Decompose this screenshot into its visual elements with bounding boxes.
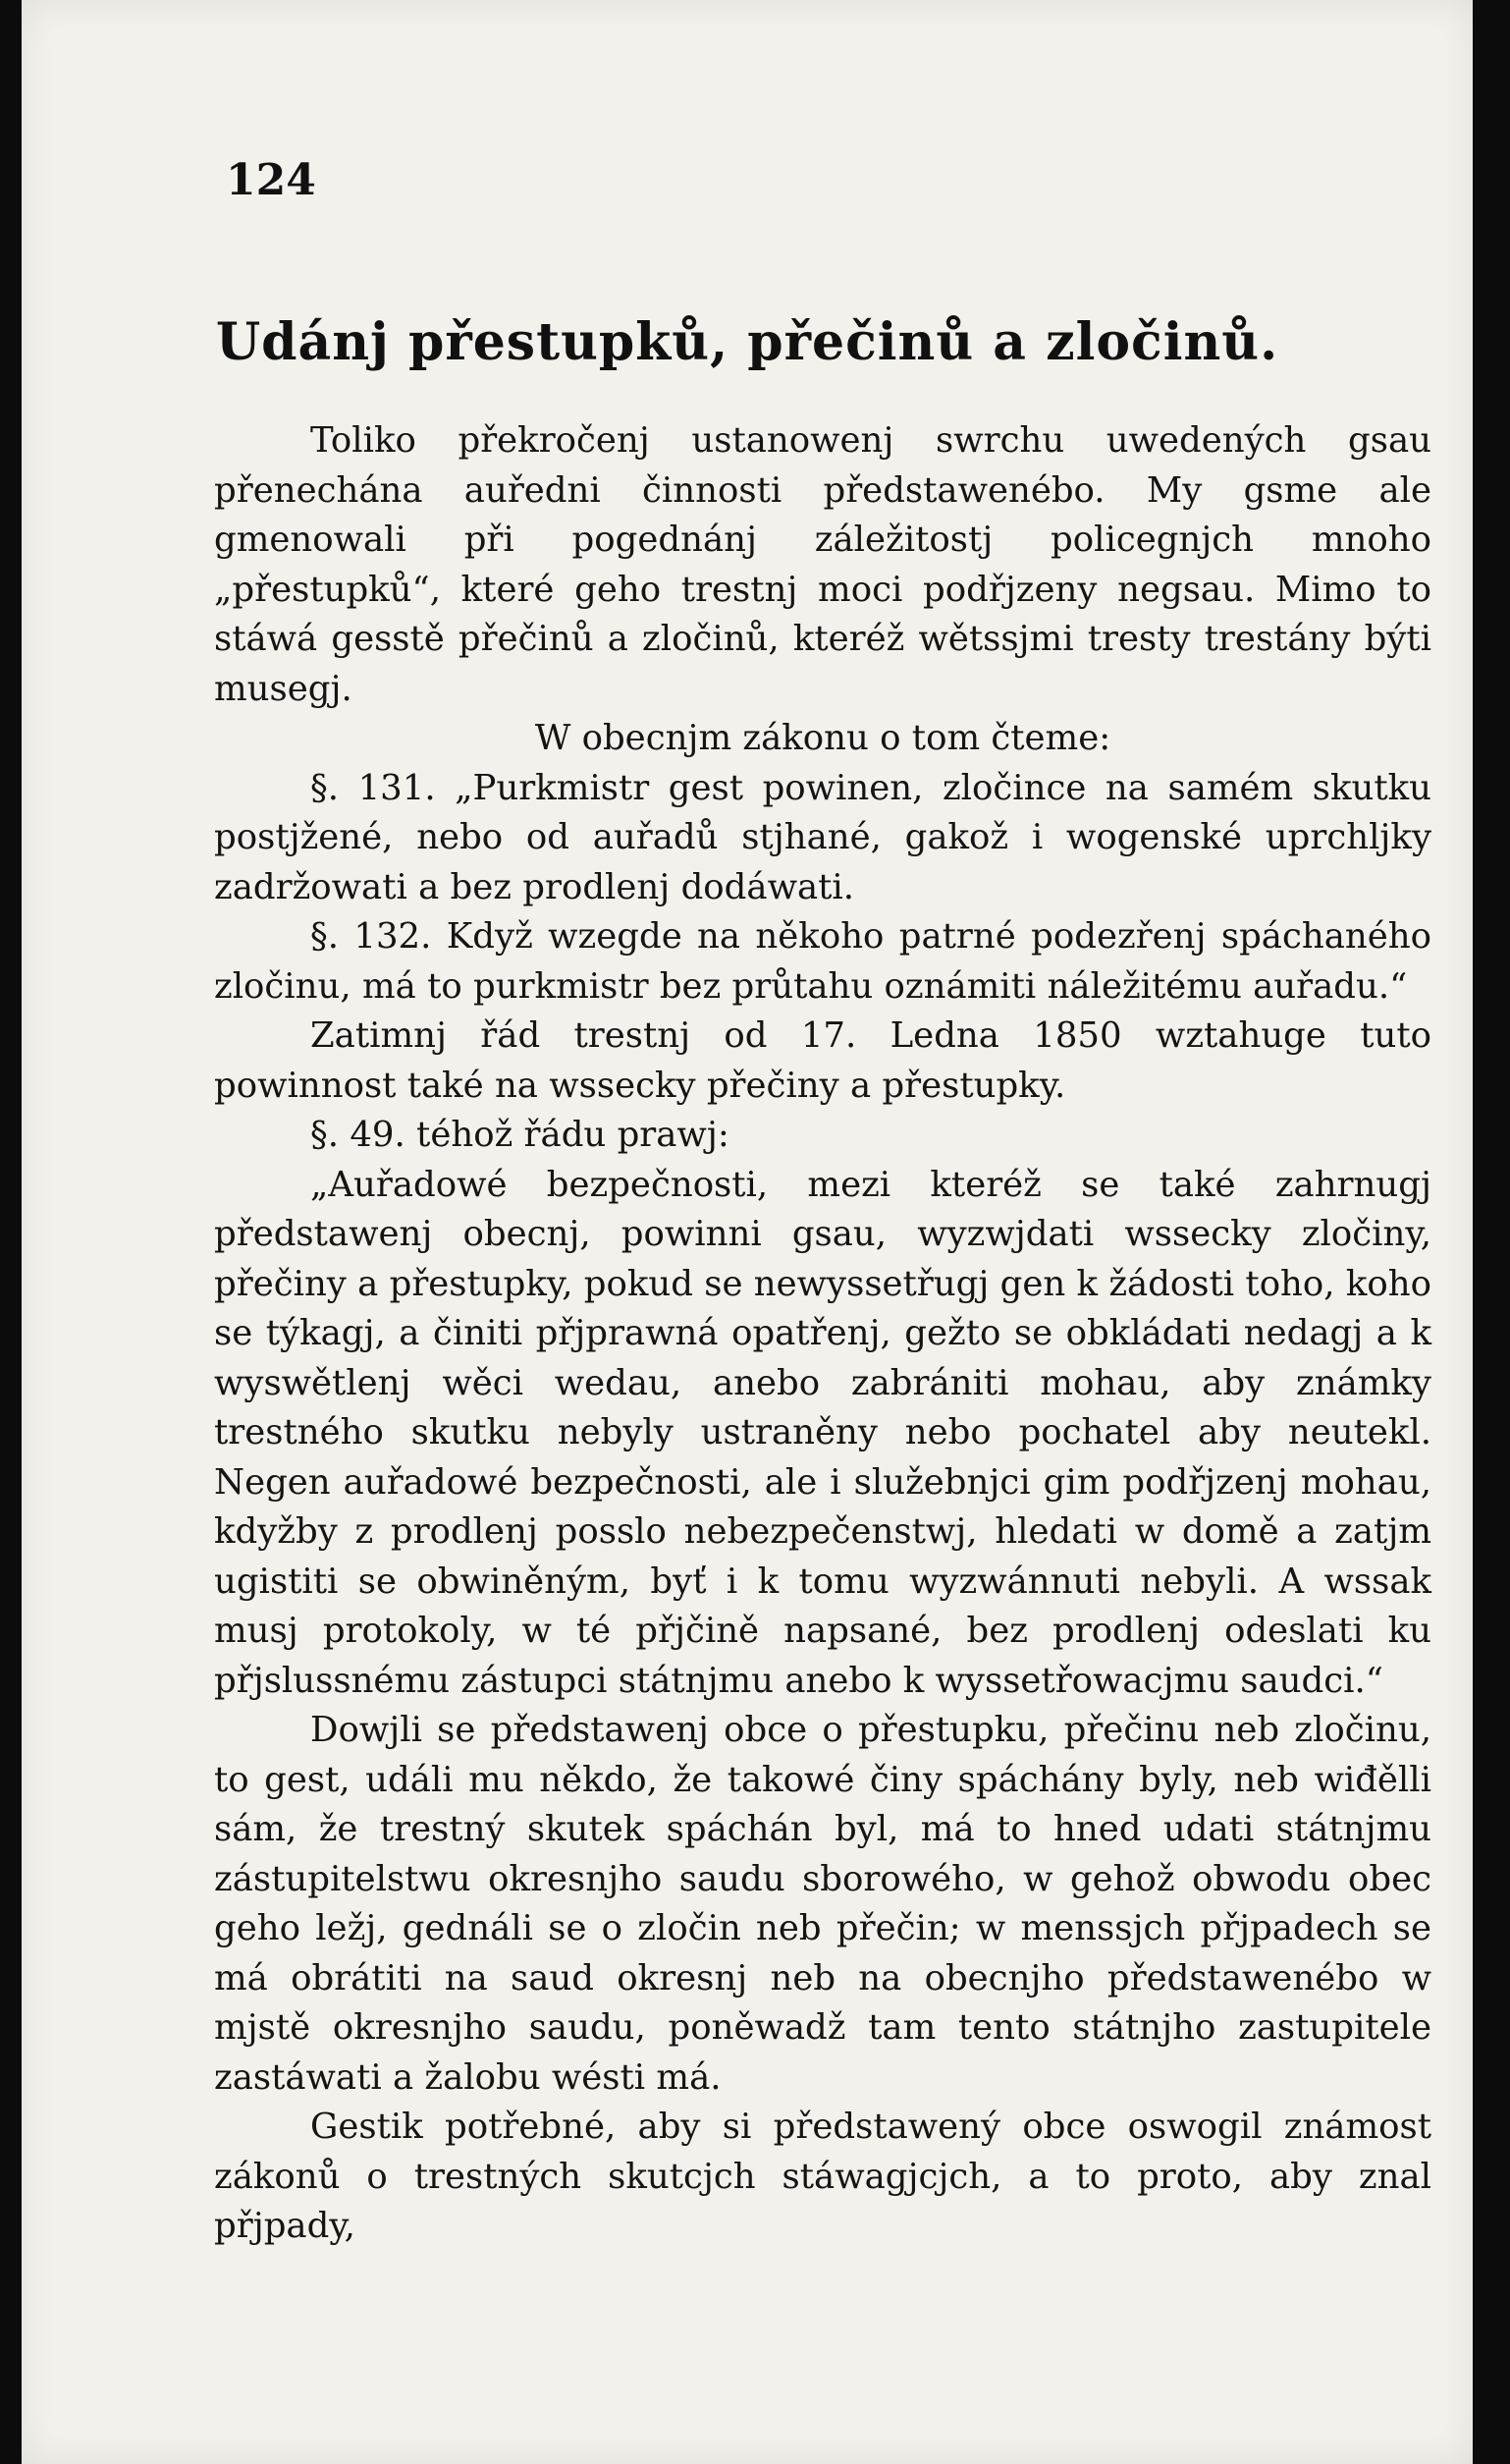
- book-page: [22, 0, 1473, 2464]
- paragraph-s131: §. 131. „Purkmistr gest powinen, zločince na samém skutku postjžené, nebo od auřadů stjhané, gakož i wogenské uprchljky zadržowati a bez prodlenj dodáwati.: [214, 767, 1431, 907]
- chapter-heading: Udánj přestupků, přečinů a zločinů.: [215, 312, 1279, 372]
- paragraph-intro: Toliko překročenj ustanowenj swrchu uwedených gsau přenechána auředni činnosti předstawenébo. My gsme ale gmenowali při pogednánj záležitostj policegnjch mnoho „přestupků“, které geho trestnj moci podřjzeny negsau. Mimo to stáwá gesstě přečinů a zločinů, kteréž wětssjmi tresty trestány býti musegj.: [214, 420, 1431, 709]
- paragraph-s49-quote: „Auřadowé bezpečnosti, mezi kteréž se také zahrnugj předstawenj obecnj, powinni gsau, wyzwjdati wssecky zločiny, přečiny a přestupky, pokud se newyssetřugj gen k žádosti toho, koho se týkagj, a činiti přjprawná opatřenj, gežto se obkládati nedagj a k wyswětlenj wěci wedau, anebo zabrániti mohau, aby známky trestného skutku nebyly ustraněny nebo pochatel aby neutekl. Negen auřadowé bezpečnosti, ale i služebnjci gim podřjzenj mohau, kdyžby z prodlenj posslo nebezpečenstwj, hledati w domě a zatjm ugistiti se obwiněným, byť i k tomu wyzwánnuti nebyli. A wssak musj protokoly, w té přjčině napsané, bez prodlenj odeslati ku přjslussnému zástupci státnjmu anebo k wyssetřowacjmu saudci.“: [214, 1164, 1431, 1701]
- body-text: [214, 416, 1431, 2252]
- paragraph-knowledge: Gestik potřebné, aby si předstawený obce oswogil známost zákonů o trestných skutcjch stáwagjcjch, a to proto, aby znal přjpady,: [214, 2107, 1431, 2246]
- paragraph-s132: §. 132. Když wzegde na někoho patrné podezřenj spáchaného zločinu, má to purkmistr bez průtahu oznámiti náležitému auřadu.“: [214, 916, 1431, 1007]
- paragraph-law-intro: W obecnjm zákonu o tom čteme:: [534, 718, 1111, 758]
- paragraph-reporting-duty: Dowjli se předstawenj obce o přestupku, přečinu neb zločinu, to gest, událi mu někdo, že takowé činy spáchány byly, neb wiđělli sám, že trestný skutek spáchán byl, má to hned udati státnjmu zástupitelstwu okresnjho saudu sborowého, w gehož obwodu obec geho ležj, gednáli se o zločin neb přečin; w menssjch přjpadech se má obrátiti na saud okresnj neb na obecnjho předstawenébo w mjstě okresnjho saudu, poněwadž tam tento státnjho zastupitele zastáwati a žalobu wésti má.: [214, 1710, 1431, 2098]
- paragraph-interim-order: Zatimnj řád trestnj od 17. Ledna 1850 wztahuge tuto powinnost také na wssecky přečiny a přestupky.: [214, 1015, 1431, 1106]
- page-number: 124: [226, 155, 316, 205]
- paragraph-s49-intro: §. 49. téhož řádu prawj:: [310, 1115, 729, 1155]
